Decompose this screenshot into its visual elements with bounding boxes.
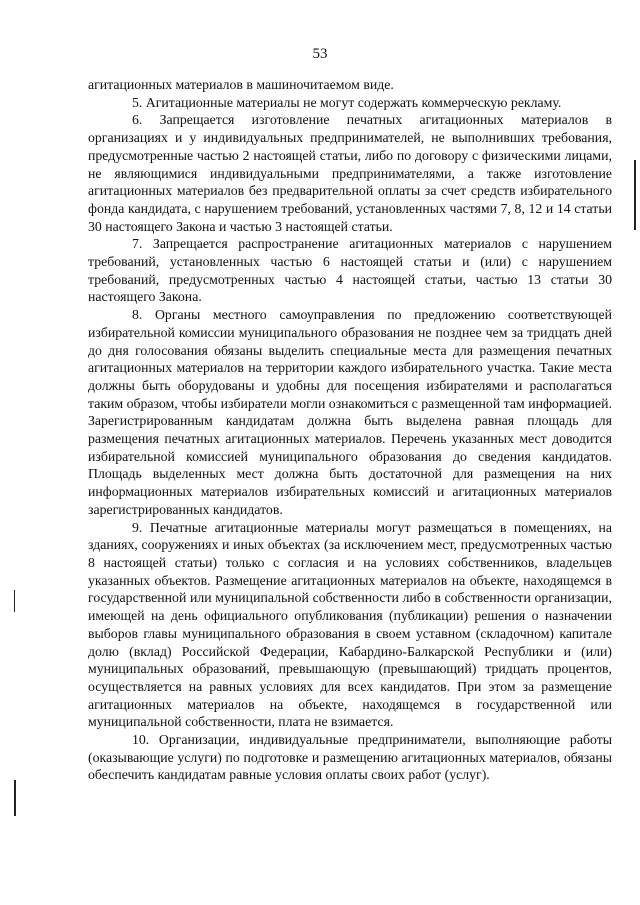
scan-artifact-mark	[634, 160, 636, 230]
paragraph-item-10: 10. Организации, индивидуальные предприниматели, выполняющие работы (оказывающие услуги) по подготовке и размещению агитационных материалов, обязаны обеспечить кандидатам равные условия оплаты своих работ (услуг).	[88, 732, 612, 783]
paragraph-item-5: 5. Агитационные материалы не могут содержать коммерческую рекламу.	[132, 94, 562, 110]
paragraph-continuation: агитационных материалов в машиночитаемом виде.	[88, 77, 394, 92]
page-number: 53	[312, 46, 328, 62]
document-body	[88, 76, 612, 784]
paragraph-item-9: 9. Печатные агитационные материалы могут размещаться в помещениях, на зданиях, сооружениях и иных объектах (за исключением мест, предусмотренных частью 8 настоящей статьи) только с согласия и на условиях собственников, владельцев указанных объектов. Размещение агитационных материалов на объекте, находящемся в государственной или муниципальной собственности либо в собственности организации, имеющей на день официального опубликования (публикации) решения о назначении выборов главы муниципального образования в своем уставном (складочном) капитале долю (вклад) Российской Федерации, Кабардино-Балкарской Республики и (или) муниципальных образований, превышающую (превышающий) тридцать процентов, осуществляется на равных условиях для всех кандидатов. При этом за размещение агитационных материалов на объекте, находящемся в государственной или муниципальной собственности, плата не взимается.	[88, 519, 612, 730]
paragraph-item-6: 6. Запрещается изготовление печатных агитационных материалов в организациях и у индивидуальных предпринимателей, не выполнивших требования, предусмотренные частью 2 настоящей статьи, либо по договору с физическими лицами, не являющимися индивидуальными предпринимателями, а также изготовление агитационных материалов без предварительной оплаты за счет средств избирательного фонда кандидата, с нарушением требований, установленных частями 7, 8, 12 и 14 статьи 30 настоящего Закона и частью 3 настоящей статьи.	[88, 112, 612, 234]
paragraph-item-7: 7. Запрещается распространение агитационных материалов с нарушением требований, установленных частью 6 настоящей статьи и (или) с нарушением требований, предусмотренных частью 4 настоящей статьи, частью 13 статьи 30 настоящего Закона.	[88, 236, 612, 305]
paragraph-item-8: 8. Органы местного самоуправления по предложению соответствующей избирательной комиссии муниципального образования не позднее чем за тридцать дней до дня голосования обязаны выделить специальные места для размещения печатных агитационных материалов на территории каждого избирательного участка. Такие места должны быть оборудованы и удобны для посещения избирателями и располагаться таким образом, чтобы избиратели могли ознакомиться с размещенной там информацией. Зарегистрированным кандидатам должна быть выделена равная площадь для размещения печатных агитационных материалов. Перечень указанных мест доводится избирательной комиссией муниципального образования до сведения кандидатов. Площадь выделенных мест должна быть достаточной для размещения на них информационных материалов избирательных комиссий и агитационных материалов зарегистрированных кандидатов.	[88, 307, 612, 517]
scan-artifact-mark	[14, 780, 16, 816]
scan-artifact-mark	[14, 590, 15, 612]
